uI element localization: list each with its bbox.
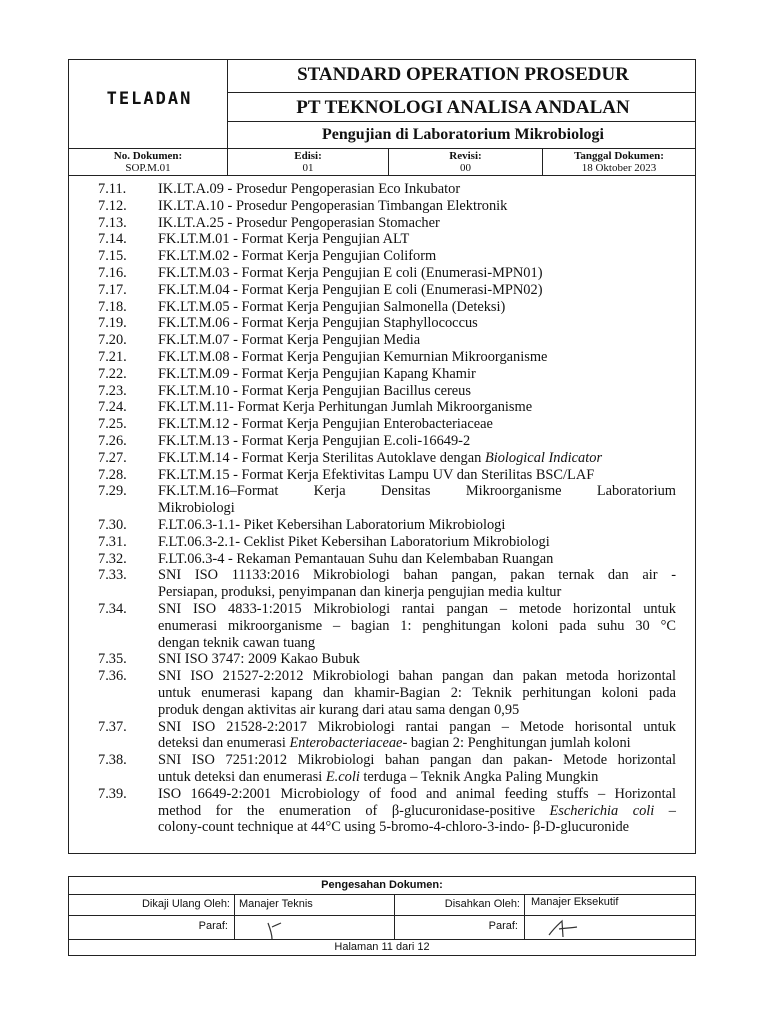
list-item-text [158,551,676,568]
list-item-line: FK.LT.M.16–Format Kerja Densitas Mikroorganisme Laboratorium [158,483,676,500]
list-item-line: SNI ISO 3747: 2009 Kakao Bubuk [158,651,360,668]
list-item-line: dengan teknik cawan tuang [158,634,316,651]
list-item-line: method for the enumeration of β-glucuronidase-positive Escherichia coli – [158,802,676,819]
list-item-text [158,349,676,366]
list-item-number: 7.24. [98,399,127,416]
list-item-number: 7.30. [98,517,127,533]
list-item-line: SNI ISO 11133:2016 Mikrobiologi bahan pangan, pakan ternak dan air - [158,567,676,584]
list-item-number: 7.35. [98,651,127,668]
list-item-text [158,416,676,433]
document-title: STANDARD OPERATION PROSEDUR [297,64,629,85]
list-item-text [158,181,676,198]
document-subtitle: Pengujian di Laboratorium Mikrobiologi [322,126,604,143]
list-item-text [158,231,676,248]
list-item-number: 7.26. [98,433,127,449]
list-item-line: SNI ISO 21527-2:2012 Mikrobiologi bahan pangan dan pakan metoda horizontal [158,668,676,685]
list-item-line: FK.LT.M.02 - Format Kerja Pengujian Coliform [158,248,437,265]
page-number: Halaman 11 dari 12 [334,941,430,953]
reviewed-by-label: Dikaji Ulang Oleh: [141,898,230,910]
list-item-number: 7.27. [98,449,127,466]
list-item-text [158,282,676,299]
list-item-number: 7.18. [98,298,127,315]
list-item-number: 7.29. [98,483,127,500]
date-label: Tanggal Dokumen: [574,150,664,162]
list-item-text [158,215,676,232]
list-item-number: 7.31. [98,533,127,550]
signature-mark-2 [545,915,585,941]
list-item-line: FK.LT.M.11- Format Kerja Perhitungan Jumlah Mikroorganisme [158,399,533,416]
list-item-number: 7.34. [98,601,127,617]
list-item-text [158,248,676,265]
signature-label-1: Paraf: [198,920,228,932]
company-logo: TELADAN [106,89,193,109]
revision-label: Revisi: [449,150,482,162]
list-item-text [158,786,676,836]
list-item-text [158,399,676,416]
list-item-line: FK.LT.M.07 - Format Kerja Pengujian Media [158,332,421,349]
date-value: 18 Oktober 2023 [581,162,657,174]
list-item-line: FK.LT.M.06 - Format Kerja Pengujian Staphyllococcus [158,315,478,332]
list-item-text [158,483,676,517]
list-item-text [158,601,676,651]
list-item-number: 7.25. [98,416,127,433]
doc-number-label: No. Dokumen: [113,150,183,162]
list-item-number: 7.14. [98,231,127,248]
list-item-text [158,198,676,215]
list-item-line: untuk enumerasi kapang dan khamir-Bagian 2: Teknik perhitungan koloni pada [158,684,676,701]
list-item-line: IK.LT.A.09 - Prosedur Pengoperasian Eco Inkubator [158,181,461,197]
list-item-number: 7.11. [98,181,127,197]
list-item-number: 7.21. [98,349,127,365]
list-item-text [158,534,676,551]
list-item-line: produk dengan aktivitas air kurang dari atau sama dengan 0,95 [158,701,520,718]
list-item-line: FK.LT.M.05 - Format Kerja Pengujian Salmonella (Deteksi) [158,298,506,315]
list-item-line: FK.LT.M.01 - Format Kerja Pengujian ALT [158,231,410,248]
list-item-number: 7.16. [98,265,127,281]
list-item-text [158,517,676,534]
reviewed-by-value: Manajer Teknis [239,898,313,910]
edition-label: Edisi: [294,150,322,162]
approved-by-label: Disahkan Oleh: [444,898,520,910]
list-item-line: SNI ISO 21528-2:2017 Mikrobiologi rantai pangan – Metode horisontal untuk [158,718,676,735]
list-item-line: FK.LT.M.08 - Format Kerja Pengujian Kemurnian Mikroorganisme [158,349,548,365]
list-item-line: FK.LT.M.13 - Format Kerja Pengujian E.coli-16649-2 [158,433,471,449]
list-item-number: 7.20. [98,332,127,349]
list-item-number: 7.17. [98,281,127,298]
list-item-line: colony-count technique at 44°C using 5-bromo-4-chloro-3-indo- β-D-glucuronide [158,819,630,836]
list-item-line: FK.LT.M.15 - Format Kerja Efektivitas Lampu UV dan Sterilitas BSC/LAF [158,466,595,483]
list-item-text [158,366,676,383]
list-item-line: FK.LT.M.12 - Format Kerja Pengujian Enterobacteriaceae [158,416,493,433]
list-item-text [158,433,676,450]
list-item-text [158,567,676,601]
list-item-number: 7.22. [98,365,127,382]
list-item-line: Persiapan, produksi, penyimpanan dan kinerja pengujian media kultur [158,584,562,601]
signature-label-2: Paraf: [488,920,518,932]
approval-title: Pengesahan Dokumen: [321,879,443,891]
list-item-line: deteksi dan enumerasi Enterobacteriaceae- bagian 2: Penghitungan jumlah koloni [158,735,631,752]
list-item-text [158,315,676,332]
list-item-number: 7.33. [98,567,127,584]
list-item-number: 7.37. [98,718,127,735]
list-item-text [158,651,676,668]
list-item-number: 7.12. [98,197,127,214]
list-item-text [158,467,676,484]
list-item-line: F.LT.06.3-1.1- Piket Kebersihan Laboratorium Mikrobiologi [158,517,506,533]
list-item-line: IK.LT.A.25 - Prosedur Pengoperasian Stomacher [158,214,440,231]
list-item-number: 7.38. [98,752,127,769]
list-item-line: FK.LT.M.09 - Format Kerja Pengujian Kapang Khamir [158,365,476,382]
list-item-text [158,383,676,400]
list-item-line: F.LT.06.3-2.1- Ceklist Piket Kebersihan Laboratorium Mikrobiologi [158,533,550,550]
list-item-number: 7.39. [98,785,127,802]
list-item-text [158,299,676,316]
approved-by-value: Manajer Eksekutif [531,896,619,908]
list-item-number: 7.23. [98,382,127,399]
list-item-line: untuk deteksi dan enumerasi E.coli terduga – Teknik Angka Paling Mungkin [158,768,599,785]
list-item-number: 7.15. [98,248,127,265]
list-item-text [158,752,676,786]
list-item-line: SNI ISO 7251:2012 Mikrobiologi bahan pangan dan pakan- Metode horizontal [158,752,676,769]
list-item-text [158,450,676,467]
list-item-text [158,668,676,718]
list-item-line: SNI ISO 4833-1:2015 Mikrobiologi rantai pangan – metode horizontal untuk [158,601,676,617]
list-item-line: FK.LT.M.14 - Format Kerja Sterilitas Autoklave dengan Biological Indicator [158,449,603,466]
doc-number-value: SOP.M.01 [125,162,171,174]
edition-value: 01 [302,162,314,174]
list-item-number: 7.19. [98,315,127,332]
list-item-line: FK.LT.M.03 - Format Kerja Pengujian E coli (Enumerasi-MPN01) [158,265,543,281]
list-item-number: 7.32. [98,550,127,567]
list-item-line: F.LT.06.3-4 - Rekaman Pemantauan Suhu dan Kelembaban Ruangan [158,550,554,567]
company-name: PT TEKNOLOGI ANALISA ANDALAN [296,97,630,118]
list-item-text [158,332,676,349]
list-item-line: IK.LT.A.10 - Prosedur Pengoperasian Timbangan Elektronik [158,197,508,214]
list-item-text [158,719,676,753]
list-item-line: FK.LT.M.10 - Format Kerja Pengujian Bacillus cereus [158,382,471,399]
list-item-line: Mikrobiologi [158,500,235,517]
signature-mark-1 [262,915,292,941]
list-item-line: ISO 16649-2:2001 Microbiology of food and animal feeding stuffs – Horizontal [158,785,676,802]
list-item-number: 7.36. [98,668,127,685]
revision-value: 00 [460,162,471,174]
list-item-line: FK.LT.M.04 - Format Kerja Pengujian E coli (Enumerasi-MPN02) [158,281,543,298]
list-item-number: 7.13. [98,214,127,231]
list-item-number: 7.28. [98,466,127,483]
list-item-line: enumerasi mikroorganisme – bagian 1: penghitungan koloni pada suhu 30 °C [158,617,676,634]
list-item-text [158,265,676,282]
